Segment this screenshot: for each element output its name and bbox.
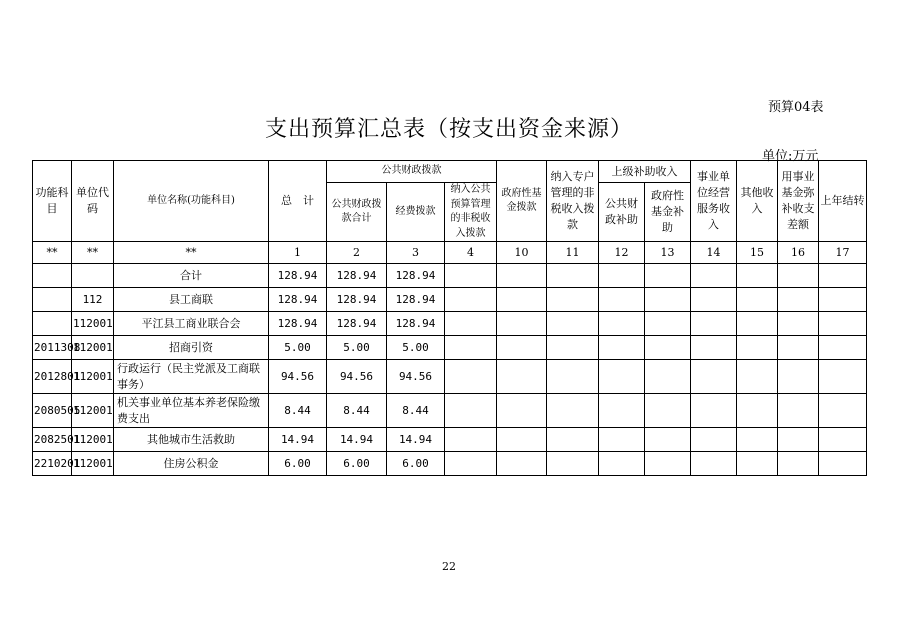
total-cell: 128.94 <box>269 312 327 336</box>
unit-code-cell: 112001 <box>72 452 114 476</box>
table-row <box>33 288 867 312</box>
total-cell: 128.94 <box>269 264 327 288</box>
funding-cell: 128.94 <box>387 264 445 288</box>
index-cell: 4 <box>445 242 497 264</box>
total-cell: 94.56 <box>269 360 327 394</box>
total-cell: 14.94 <box>269 428 327 452</box>
unit-name-cell: 其他城市生活救助 <box>114 428 269 452</box>
func-code-cell <box>33 312 72 336</box>
table-row <box>33 264 867 288</box>
public-fiscal-total-cell: 5.00 <box>327 336 387 360</box>
index-cell: 15 <box>737 242 778 264</box>
table-row <box>33 336 867 360</box>
funding-cell: 8.44 <box>387 394 445 428</box>
header-total: 总 计 <box>269 161 327 242</box>
total-cell: 5.00 <box>269 336 327 360</box>
index-cell: 17 <box>819 242 867 264</box>
unit-code-cell: 112001 <box>72 360 114 394</box>
unit-code-cell <box>72 264 114 288</box>
header-row-1 <box>33 161 867 183</box>
header-public-subsidy: 公共财政补助 <box>599 183 645 242</box>
unit-code-cell: 112001 <box>72 394 114 428</box>
page-number: 22 <box>442 560 456 573</box>
index-cell: 10 <box>497 242 547 264</box>
header-superior-subsidy: 上级补助收入 <box>599 161 691 183</box>
unit-name-cell: 招商引资 <box>114 336 269 360</box>
index-cell: 2 <box>327 242 387 264</box>
funding-cell: 6.00 <box>387 452 445 476</box>
unit-name-cell: 合计 <box>114 264 269 288</box>
index-cell: 1 <box>269 242 327 264</box>
unit-name-cell: 机关事业单位基本养老保险缴费支出 <box>114 394 269 428</box>
unit-label: 单位:万元 <box>762 149 819 164</box>
unit-code-cell: 112001 <box>72 428 114 452</box>
table-row <box>33 312 867 336</box>
table-row <box>33 360 867 394</box>
public-fiscal-total-cell: 8.44 <box>327 394 387 428</box>
header-public-fiscal: 公共财政拨款 <box>327 161 497 183</box>
funding-cell: 14.94 <box>387 428 445 452</box>
unit-code-cell: 112 <box>72 288 114 312</box>
unit-code-cell: 112001 <box>72 312 114 336</box>
index-cell: ** <box>72 242 114 264</box>
func-code-cell: 2082501 <box>33 428 72 452</box>
header-gov-fund: 政府性基金拨款 <box>497 161 547 242</box>
public-fiscal-total-cell: 128.94 <box>327 288 387 312</box>
index-cell: 11 <box>547 242 599 264</box>
header-carryover: 上年结转 <box>819 161 867 242</box>
public-fiscal-total-cell: 128.94 <box>327 312 387 336</box>
unit-name-cell: 住房公积金 <box>114 452 269 476</box>
func-code-cell: 2011308 <box>33 336 72 360</box>
unit-name-cell: 行政运行（民主党派及工商联事务） <box>114 360 269 394</box>
header-non-tax-in-public: 纳入公共预算管理的非税收入拨款 <box>445 183 497 242</box>
header-func-code: 功能科目 <box>33 161 72 242</box>
total-cell: 128.94 <box>269 288 327 312</box>
index-cell: 12 <box>599 242 645 264</box>
header-other-income: 其他收入 <box>737 161 778 242</box>
table-row <box>33 394 867 428</box>
header-special-non-tax: 纳入专户管理的非税收入拨款 <box>547 161 599 242</box>
funding-cell: 5.00 <box>387 336 445 360</box>
index-cell: 13 <box>645 242 691 264</box>
funding-cell: 128.94 <box>387 288 445 312</box>
index-cell: ** <box>114 242 269 264</box>
header-unit-code: 单位代码 <box>72 161 114 242</box>
table-row <box>33 428 867 452</box>
public-fiscal-total-cell: 94.56 <box>327 360 387 394</box>
index-cell: 16 <box>778 242 819 264</box>
header-unit-name: 单位名称(功能科目) <box>114 161 269 242</box>
header-business-income: 事业单位经营服务收入 <box>691 161 737 242</box>
budget-table <box>32 160 867 476</box>
form-number: 预算04表 <box>768 100 824 115</box>
total-cell: 8.44 <box>269 394 327 428</box>
unit-name-cell: 平江县工商业联合会 <box>114 312 269 336</box>
public-fiscal-total-cell: 128.94 <box>327 264 387 288</box>
index-cell: 3 <box>387 242 445 264</box>
public-fiscal-total-cell: 14.94 <box>327 428 387 452</box>
funding-cell: 94.56 <box>387 360 445 394</box>
unit-name-cell: 县工商联 <box>114 288 269 312</box>
public-fiscal-total-cell: 6.00 <box>327 452 387 476</box>
index-cell: 14 <box>691 242 737 264</box>
page-title: 支出预算汇总表（按支出资金来源） <box>264 117 633 142</box>
table-row <box>33 452 867 476</box>
index-cell: ** <box>33 242 72 264</box>
func-code-cell: 2080505 <box>33 394 72 428</box>
header-funding: 经费拨款 <box>387 183 445 242</box>
func-code-cell: 2012801 <box>33 360 72 394</box>
index-row <box>33 242 867 264</box>
funding-cell: 128.94 <box>387 312 445 336</box>
func-code-cell: 2210201 <box>33 452 72 476</box>
func-code-cell <box>33 264 72 288</box>
total-cell: 6.00 <box>269 452 327 476</box>
header-public-fiscal-total: 公共财政拨款合计 <box>327 183 387 242</box>
func-code-cell <box>33 288 72 312</box>
unit-code-cell: 112001 <box>72 336 114 360</box>
header-fund-balance: 用事业基金弥补收支差额 <box>778 161 819 242</box>
header-gov-fund-subsidy: 政府性基金补助 <box>645 183 691 242</box>
